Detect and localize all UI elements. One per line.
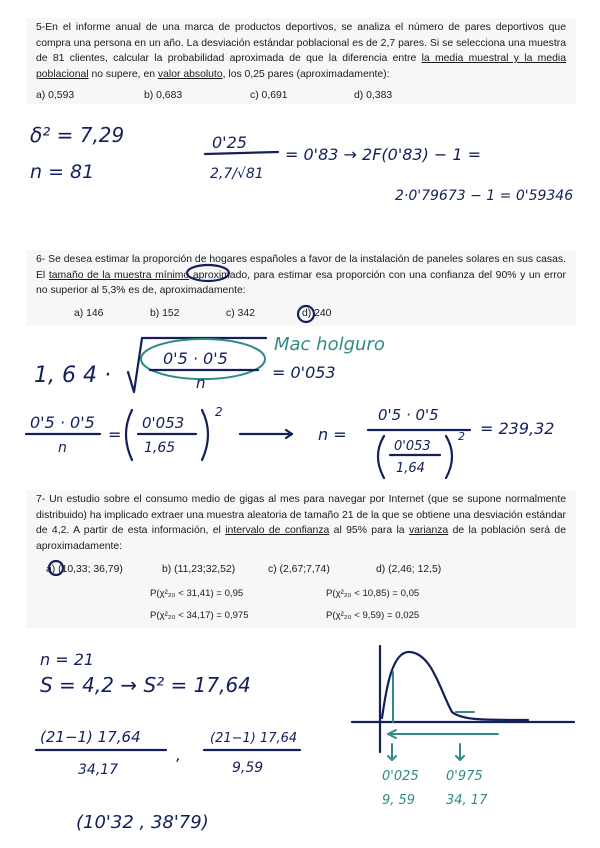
hw-q6-teal-circle (141, 339, 265, 379)
hw-q6-n-paren-left (378, 436, 384, 478)
hw-q6-n-eq: n = (318, 425, 347, 444)
option-c[interactable]: c) 0,691 (250, 90, 288, 101)
hw-q6-arrowhead (286, 430, 292, 438)
hw-q5-fraction-bar (205, 152, 278, 154)
option-a[interactable]: a) 146 (74, 308, 104, 319)
hw-q7-s: S = 4,2 → S² = 17,64 (40, 673, 251, 697)
hw-q7-f1-den: 34,17 (78, 762, 119, 778)
hw-q7-f2-den: 9,59 (232, 760, 264, 776)
prob-1: P(χ²₂₀ < 31,41) = 0,95 (150, 588, 244, 599)
hw-q5-n: n = 81 (30, 161, 95, 183)
hw-q6-num: 0'5 · 0'5 (163, 349, 228, 368)
question-7-block (26, 490, 576, 628)
option-d[interactable]: d) 0,383 (354, 90, 393, 101)
hw-q5-sigma: δ² = 7,29 (30, 123, 125, 147)
hw-q5-den: 2,7/√81 (210, 166, 264, 182)
hw-q6-den: n (196, 374, 206, 392)
hw-q7-down-arrowhead-1 (388, 756, 396, 760)
hw-q7-f2-num: (21−1) 17,64 (210, 731, 298, 746)
option-b[interactable]: b) (11,23;32,52) (162, 564, 236, 575)
hw-q6-eq: = 0'053 (272, 363, 336, 382)
option-b[interactable]: b) 152 (150, 308, 180, 319)
hw-q7-density-curve (382, 652, 528, 720)
hw-q6-equals: = (108, 425, 122, 444)
option-c[interactable]: c) 342 (226, 308, 255, 319)
hw-q6-n-den-den: 1,64 (396, 461, 425, 476)
prob-3: P(χ²₂₀ < 34,17) = 0,975 (150, 610, 249, 621)
prob-2: P(χ²₂₀ < 10,85) = 0,05 (326, 588, 420, 599)
hw-q6-rhs-den: 1,65 (144, 440, 176, 456)
hw-q6-exp1: 2 (215, 405, 223, 419)
hw-q7-n: n = 21 (40, 650, 95, 669)
hw-q6-paren-left (126, 410, 132, 460)
option-b[interactable]: b) 0,683 (144, 90, 183, 101)
hw-q6-z: 1, 6 4 · (34, 363, 111, 388)
hw-q6-paren-right (202, 410, 208, 460)
hw-q7-lbl2: 0'975 (446, 769, 483, 784)
hw-q6-n-paren-right (446, 436, 452, 478)
option-c[interactable]: c) (2,67;7,74) (268, 564, 330, 575)
hw-q7-range-arrow (388, 730, 396, 738)
hw-q7-lbl4: 34, 17 (446, 793, 488, 808)
hw-q7-lbl3: 9, 59 (382, 793, 416, 808)
hw-q7-down-arrowhead-2 (456, 756, 464, 760)
question-7-text: 7- Un estudio sobre el consumo medio de gigas al mes para navegar por Internet (que se supone normalmente distribuido) ha implicado extraer una muestra aleatoria de tamaño 21 de la que se obtiene una desviación estándar de 4,2. A partir de esta información, el intervalo de confianza al 95% para la varianza de la población será de aproximadamente: (36, 494, 566, 552)
hw-q6-note: Mac holguro (274, 334, 385, 355)
option-d[interactable]: d) 240 (302, 308, 332, 319)
hw-q7-f1-num: (21−1) 17,64 (40, 728, 141, 746)
hw-q6-result: = 239,32 (480, 419, 555, 438)
hw-q6-sqrt (128, 338, 266, 392)
hw-q5-result: 2·0'79673 − 1 = 0'59346 (395, 188, 574, 204)
hw-q5-num: 0'25 (212, 133, 247, 152)
hw-q5-eq: = 0'83 → 2F(0'83) − 1 = (285, 145, 482, 164)
hw-q6-frac2-num: 0'5 · 0'5 (30, 413, 95, 432)
question-6-block (26, 250, 576, 326)
hw-q6-n-num: 0'5 · 0'5 (378, 406, 439, 424)
prob-4: P(χ²₂₀ < 9,59) = 0,025 (326, 610, 420, 621)
hw-q6-frac2-den: n (58, 440, 67, 456)
hw-q6-n-den-num: 0'053 (394, 439, 431, 454)
question-6-text: 6- Se desea estimar la proporción de hogares españoles a favor de la instalación de paneles solares en sus casas. El tamaño de la muestra mínimo aproximado, para estimar esa proporción con una confianza del 90% y un error no superior al 5,3% es de, aproximadamente: (36, 254, 566, 297)
hw-q7-result: (10'32 , 38'79) (76, 812, 209, 833)
option-a[interactable]: a) (10,33; 36,79) (46, 564, 123, 575)
hw-q7-comma: , (176, 745, 182, 764)
hw-q7-lbl1: 0'025 (382, 769, 419, 784)
hw-q6-rhs-num: 0'053 (142, 414, 185, 432)
option-a[interactable]: a) 0,593 (36, 90, 75, 101)
hw-q6-exp2: 2 (458, 430, 465, 443)
option-d[interactable]: d) (2,46; 12,5) (376, 564, 442, 575)
question-5-block (26, 18, 576, 104)
question-5-text: 5-En el informe anual de una marca de productos deportivos, se analiza el número de pares deportivos que compra una persona en un año. La desviación estándar poblacional es de 2,7 pares. Si se selecciona una muestra de 81 clientes, calcular la probabilidad aproximada de que la diferencia entre la media muestral y la media poblacional no supere, en valor absoluto, los 0,25 pares (aproximadamente): (36, 22, 566, 80)
